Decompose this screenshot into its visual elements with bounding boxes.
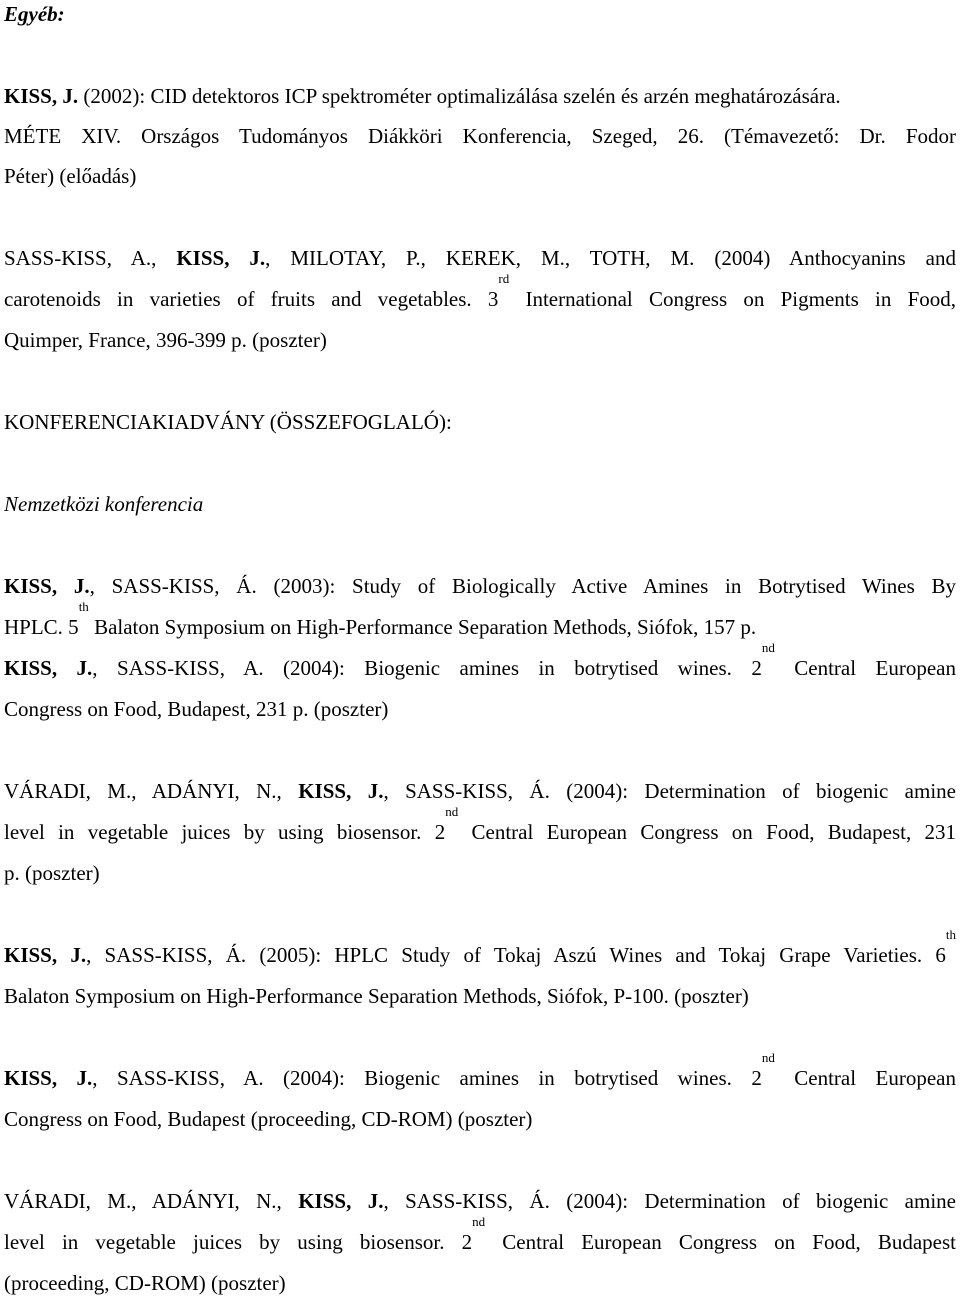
author-highlight: KISS, J. xyxy=(4,943,87,967)
author-highlight: KISS, J. xyxy=(176,246,266,270)
reference-entry-5-line-2: level in vegetable juices by using biosensor. 2nd Central European Congress on Food, Budapest, 231 xyxy=(4,804,956,844)
reference-entry-1-line-3: Péter) (előadás) xyxy=(4,164,137,188)
author-highlight: KISS, J. xyxy=(4,574,90,598)
reference-entry-2-line-2: carotenoids in varieties of fruits and vegetables. 3rd International Congress on Pigments in Food, xyxy=(4,271,956,311)
reference-entry-6-line-1: KISS, J., SASS-KISS, Á. (2005): HPLC Study of Tokaj Aszú Wines and Tokaj Grape Varieties. 6th xyxy=(4,927,956,967)
reference-entry-8-line-1: VÁRADI, M., ADÁNYI, N., KISS, J., SASS-KISS, Á. (2004): Determination of biogenic amine xyxy=(4,1189,956,1213)
reference-entry-8-line-2: level in vegetable juices by using biosensor. 2nd Central European Congress on Food, Budapest xyxy=(4,1214,956,1254)
subsection-heading-nemzetkozi: Nemzetközi konferencia xyxy=(4,492,204,516)
reference-entry-7-line-2: Congress on Food, Budapest (proceeding, CD-ROM) (poszter) xyxy=(4,1107,533,1131)
section-heading-egyeb: Egyéb: xyxy=(4,2,65,26)
reference-entry-2-line-1: SASS-KISS, A., KISS, J., MILOTAY, P., KEREK, M., TOTH, M. (2004) Anthocyanins and xyxy=(4,246,956,270)
section-heading-konferenciakiadvany: KONFERENCIAKIADVÁNY (ÖSSZEFOGLALÓ): xyxy=(4,410,452,434)
reference-entry-4-line-2: Congress on Food, Budapest, 231 p. (poszter) xyxy=(4,697,389,721)
reference-entry-4-line-1: KISS, J., SASS-KISS, A. (2004): Biogenic amines in botrytised wines. 2nd Central European xyxy=(4,640,956,680)
reference-entry-3-line-1: KISS, J., SASS-KISS, Á. (2003): Study of Biologically Active Amines in Botrytised Wines By xyxy=(4,574,956,598)
reference-entry-8-line-3: (proceeding, CD-ROM) (poszter) xyxy=(4,1271,286,1295)
reference-entry-1-line-1: KISS, J. (2002): CID detektoros ICP spektrométer optimalizálása szelén és arzén meghatározására. xyxy=(4,84,841,108)
author-highlight: KISS, J. xyxy=(298,1189,384,1213)
reference-entry-3-line-2: HPLC. 5th Balaton Symposium on High-Performance Separation Methods, Siófok, 157 p. xyxy=(4,599,757,639)
reference-entry-5-line-1: VÁRADI, M., ADÁNYI, N., KISS, J., SASS-KISS, Á. (2004): Determination of biogenic amine xyxy=(4,779,956,803)
reference-entry-1-line-2: MÉTE XIV. Országos Tudományos Diákköri Konferencia, Szeged, 26. (Témavezető: Dr. Fodor xyxy=(4,124,956,148)
author-highlight: KISS, J. xyxy=(4,84,79,108)
author-highlight: KISS, J. xyxy=(298,779,384,803)
author-highlight: KISS, J. xyxy=(4,1066,93,1090)
reference-entry-6-line-2: Balaton Symposium on High-Performance Separation Methods, Siófok, P-100. (poszter) xyxy=(4,984,749,1008)
author-highlight: KISS, J. xyxy=(4,656,93,680)
reference-entry-5-line-3: p. (poszter) xyxy=(4,861,100,885)
reference-entry-2-line-3: Quimper, France, 396-399 p. (poszter) xyxy=(4,328,327,352)
reference-entry-7-line-1: KISS, J., SASS-KISS, A. (2004): Biogenic amines in botrytised wines. 2nd Central European xyxy=(4,1050,956,1090)
